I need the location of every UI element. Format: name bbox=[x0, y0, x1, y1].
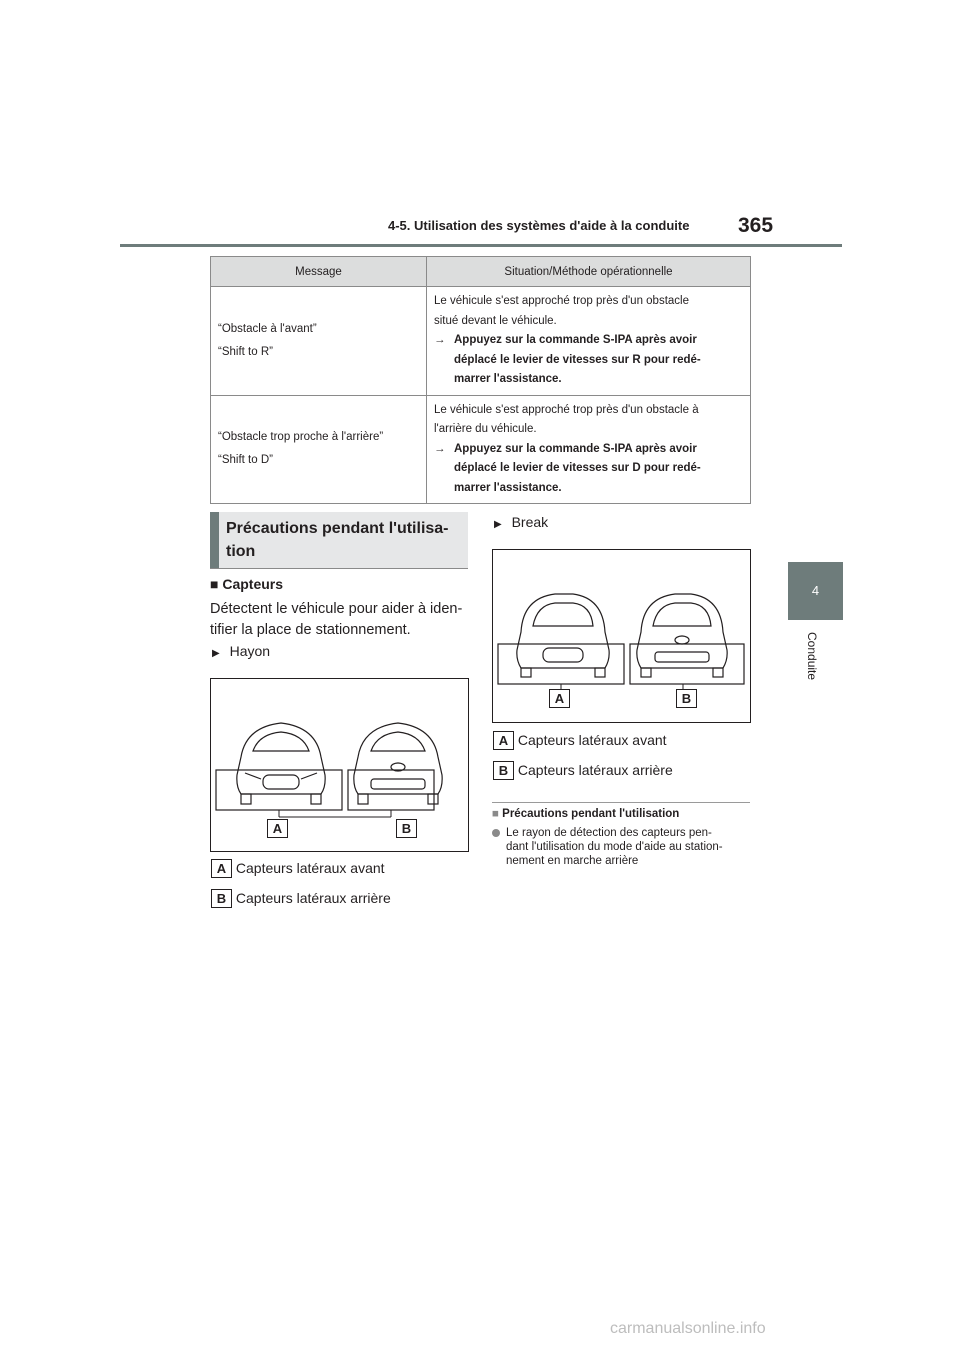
body-paragraph: Détectent le véhicule pour aider à iden- tifier la place de stationnement. bbox=[210, 601, 463, 638]
note-heading: ■ Précautions pendant l'utilisation bbox=[492, 808, 680, 820]
hatchback-illustration bbox=[211, 679, 468, 851]
situation-text: Le véhicule s'est approché trop près d'un obstacle à bbox=[434, 403, 699, 416]
message-text: “Obstacle trop proche à l'arrière” bbox=[218, 431, 384, 444]
car-rear-view bbox=[630, 594, 744, 684]
triangle-bullet-icon: ▶ bbox=[212, 648, 220, 659]
message-cell bbox=[211, 395, 427, 504]
hayon-figure bbox=[210, 678, 469, 852]
legend-key-b: B bbox=[211, 889, 232, 908]
section-title: 4-5. Utilisation des systèmes d'aide à la conduite bbox=[388, 218, 690, 233]
callout-a: A bbox=[549, 689, 570, 708]
table-header-message: Message bbox=[211, 257, 427, 287]
subheading-capteurs: ■ Capteurs bbox=[210, 576, 284, 592]
note-text: Le rayon de détection des capteurs pen- dant l'utilisation du mode d'aide au station- nement en marche arrière bbox=[506, 827, 723, 867]
action-text: Appuyez sur la commande S-IPA après avoir déplacé le levier de vitesses sur D pour redé- marrer l'assistance. bbox=[454, 442, 701, 494]
note-bullet bbox=[492, 826, 754, 868]
legend-key-a: A bbox=[493, 731, 514, 750]
header-rule bbox=[120, 244, 842, 247]
situation-text: l'arrière du véhicule. bbox=[434, 423, 537, 435]
arrow-icon: → bbox=[434, 442, 446, 455]
section-heading bbox=[210, 512, 468, 569]
chapter-tab: 4 bbox=[788, 562, 843, 620]
break-label: ▶ Break bbox=[494, 514, 549, 530]
break-legend-a: A Capteurs latéraux avant bbox=[493, 731, 667, 750]
car-front-view bbox=[498, 594, 624, 684]
situation-text: situé devant le véhicule. bbox=[434, 314, 557, 327]
table-header-row bbox=[211, 257, 751, 287]
situation-cell bbox=[427, 287, 751, 396]
arrow-icon: → bbox=[434, 334, 446, 346]
message-cell bbox=[211, 287, 427, 396]
watermark: carmanualsonline.info bbox=[610, 1320, 766, 1337]
square-bullet-icon: ■ bbox=[492, 808, 499, 820]
page-number: 365 bbox=[738, 214, 774, 237]
callout-a: A bbox=[267, 819, 288, 838]
circle-bullet-icon bbox=[492, 829, 500, 837]
message-text: “Shift to R” bbox=[218, 345, 273, 358]
note-divider bbox=[492, 802, 750, 803]
legend-key-a: A bbox=[211, 859, 232, 878]
hayon-label: ▶ Hayon bbox=[212, 643, 271, 659]
heading-accent-bar bbox=[210, 512, 219, 568]
hayon-legend-a: A Capteurs latéraux avant bbox=[211, 859, 385, 878]
table-header-situation: Situation/Méthode opérationnelle bbox=[427, 257, 751, 287]
break-figure bbox=[492, 549, 751, 723]
triangle-bullet-icon: ▶ bbox=[494, 519, 502, 530]
wagon-illustration bbox=[493, 550, 750, 722]
situation-text: Le véhicule s'est approché trop près d'un obstacle bbox=[434, 295, 689, 307]
section-heading-text: Précautions pendant l'utilisa- tion bbox=[226, 520, 449, 560]
car-rear-view bbox=[348, 723, 442, 810]
action-text: Appuyez sur la commande S-IPA après avoir déplacé le levier de vitesses sur R pour redé- marrer l'assistance. bbox=[454, 334, 701, 385]
callout-b: B bbox=[396, 819, 417, 838]
message-text: “Obstacle à l'avant” bbox=[218, 322, 317, 335]
hayon-legend-b: B Capteurs latéraux arrière bbox=[211, 889, 391, 908]
table-row bbox=[211, 395, 751, 504]
chapter-tab-label: Conduite bbox=[805, 632, 819, 681]
square-bullet-icon: ■ bbox=[210, 576, 219, 592]
action-instruction bbox=[434, 331, 742, 390]
callout-b: B bbox=[676, 689, 697, 708]
action-instruction bbox=[434, 440, 742, 499]
legend-key-b: B bbox=[493, 761, 514, 780]
car-front-view bbox=[216, 723, 342, 810]
table-row bbox=[211, 287, 751, 396]
message-text: “Shift to D” bbox=[218, 454, 273, 467]
break-legend-b: B Capteurs latéraux arrière bbox=[493, 761, 673, 780]
situation-cell bbox=[427, 395, 751, 504]
message-table bbox=[210, 256, 751, 504]
